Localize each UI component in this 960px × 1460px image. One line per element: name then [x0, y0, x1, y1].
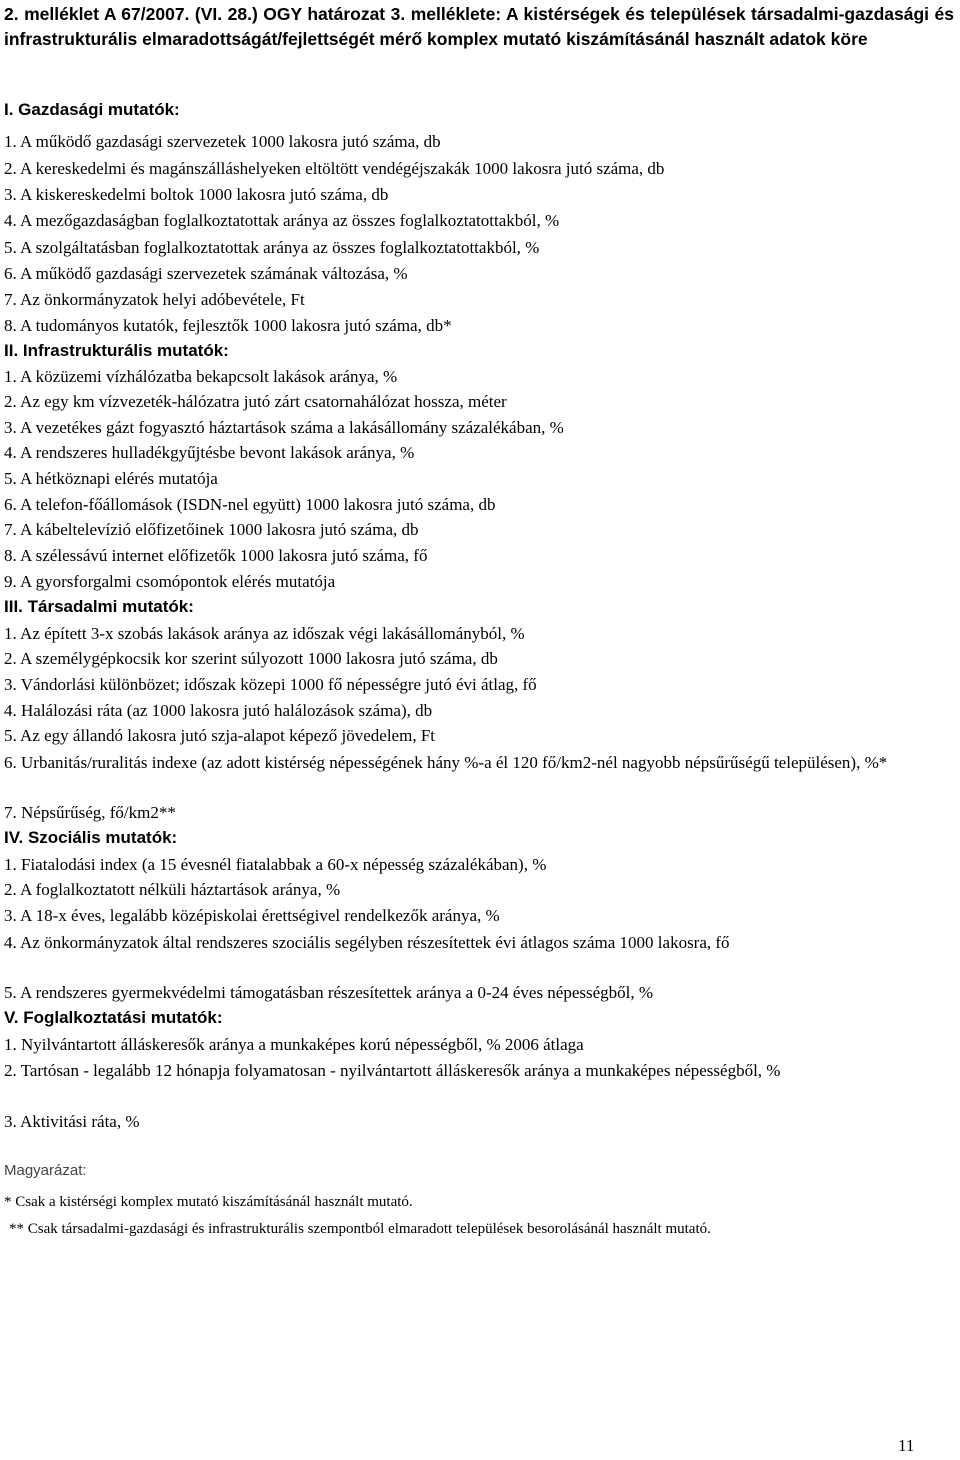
section-heading-foglalkoztatasi: V. Foglalkoztatási mutatók: [4, 1008, 223, 1027]
list-item: 8. A tudományos kutatók, fejlesztők 1000 lakosra jutó száma, db* [4, 316, 452, 335]
list-item: 2. Az egy km vízvezeték-hálózatra jutó zárt csatornahálózat hossza, méter [4, 392, 507, 411]
notes-label: Magyarázat: [4, 1162, 87, 1179]
list-item: 9. A gyorsforgalmi csomópontok elérés mutatója [4, 572, 336, 591]
section-heading-infrastrukturalis: II. Infrastrukturális mutatók: [4, 341, 229, 360]
list-item: 5. A szolgáltatásban foglalkoztatottak aránya az összes foglalkoztatottakból, % [4, 238, 540, 257]
list-item: 1. Az épített 3-x szobás lakások aránya az időszak végi lakásállományból, % [4, 624, 525, 643]
list-item: 5. A hétköznapi elérés mutatója [4, 469, 218, 488]
document-title: 2. melléklet A 67/2007. (VI. 28.) OGY határozat 3. melléklete: A kistérségek és települések társadalmi-gazdasági és infrastrukturális elmaradottságát/fejlettségét mérő komplex mutató kiszámításánál használt adatok köre [4, 4, 954, 49]
section-heading-tarsadalmi: III. Társadalmi mutatók: [4, 597, 194, 616]
list-item: 6. A telefon-főállomások (ISDN-nel együtt) 1000 lakosra jutó száma, db [4, 495, 496, 514]
list-item: 3. A kiskereskedelmi boltok 1000 lakosra jutó száma, db [4, 185, 389, 204]
footnote-double-star: ** Csak társadalmi-gazdasági és infrastrukturális szempontból elmaradott települések besorolásánál használt mutató. [9, 1221, 711, 1237]
list-item: 2. A személygépkocsik kor szerint súlyozott 1000 lakosra jutó száma, db [4, 649, 498, 668]
list-item: 1. A működő gazdasági szervezetek 1000 lakosra jutó száma, db [4, 132, 441, 151]
section-heading-gazdasagi: I. Gazdasági mutatók: [4, 100, 180, 119]
list-item: 7. Népsűrűség, fő/km2** [4, 803, 176, 822]
list-item: 4. Halálozási ráta (az 1000 lakosra jutó halálozások száma), db [4, 701, 433, 720]
list-item: 3. A vezetékes gázt fogyasztó háztartások száma a lakásállomány százalékában, % [4, 418, 564, 437]
list-item: 3. Vándorlási különbözet; időszak közepi 1000 fő népességre jutó évi átlag, fő [4, 675, 537, 694]
section-heading-szocialis: IV. Szociális mutatók: [4, 828, 178, 847]
list-item: 6. Urbanitás/ruralitás indexe (az adott kistérség népességének hány %-a él 120 fő/km2-nél nagyobb népsűrűségű településen), %* [4, 753, 888, 772]
list-item: 2. Tartósan - legalább 12 hónapja folyamatosan - nyilvántartott álláskeresők aránya a munkaképes népességből, % [4, 1061, 781, 1080]
list-item: 1. Fiatalodási index (a 15 évesnél fiatalabbak a 60-x népesség százalékában), % [4, 855, 547, 874]
list-item: 4. A mezőgazdaságban foglalkoztatottak aránya az összes foglalkoztatottakból, % [4, 211, 560, 230]
list-item: 2. A foglalkoztatott nélküli háztartások aránya, % [4, 880, 341, 899]
list-item: 2. A kereskedelmi és magánszálláshelyeken eltöltött vendégéjszakák 1000 lakosra jutó száma, db [4, 159, 665, 178]
list-item: 3. A 18-x éves, legalább középiskolai érettségivel rendelkezők aránya, % [4, 906, 500, 925]
page-number: 11 [898, 1436, 915, 1455]
list-item: 8. A szélessávú internet előfizetők 1000 lakosra jutó száma, fő [4, 546, 428, 565]
list-item: 5. Az egy állandó lakosra jutó szja-alapot képező jövedelem, Ft [4, 726, 436, 745]
list-item: 7. A kábeltelevízió előfizetőinek 1000 lakosra jutó száma, db [4, 520, 419, 539]
list-item: 1. Nyilvántartott álláskeresők aránya a munkaképes korú népességből, % 2006 átlaga [4, 1035, 584, 1054]
list-item: 7. Az önkormányzatok helyi adóbevétele, Ft [4, 290, 305, 309]
list-item: 3. Aktivitási ráta, % [4, 1112, 140, 1131]
list-item: 1. A közüzemi vízhálózatba bekapcsolt lakások aránya, % [4, 367, 398, 386]
list-item: 6. A működő gazdasági szervezetek számának változása, % [4, 264, 408, 283]
footnote-single-star: * Csak a kistérségi komplex mutató kiszámításánál használt mutató. [4, 1194, 413, 1210]
list-item: 4. Az önkormányzatok által rendszeres szociális segélyben részesítettek évi átlagos száma 1000 lakosra, fő [4, 933, 730, 952]
list-item: 4. A rendszeres hulladékgyűjtésbe bevont lakások aránya, % [4, 443, 415, 462]
list-item: 5. A rendszeres gyermekvédelmi támogatásban részesítettek aránya a 0-24 éves népességből, % [4, 983, 654, 1002]
